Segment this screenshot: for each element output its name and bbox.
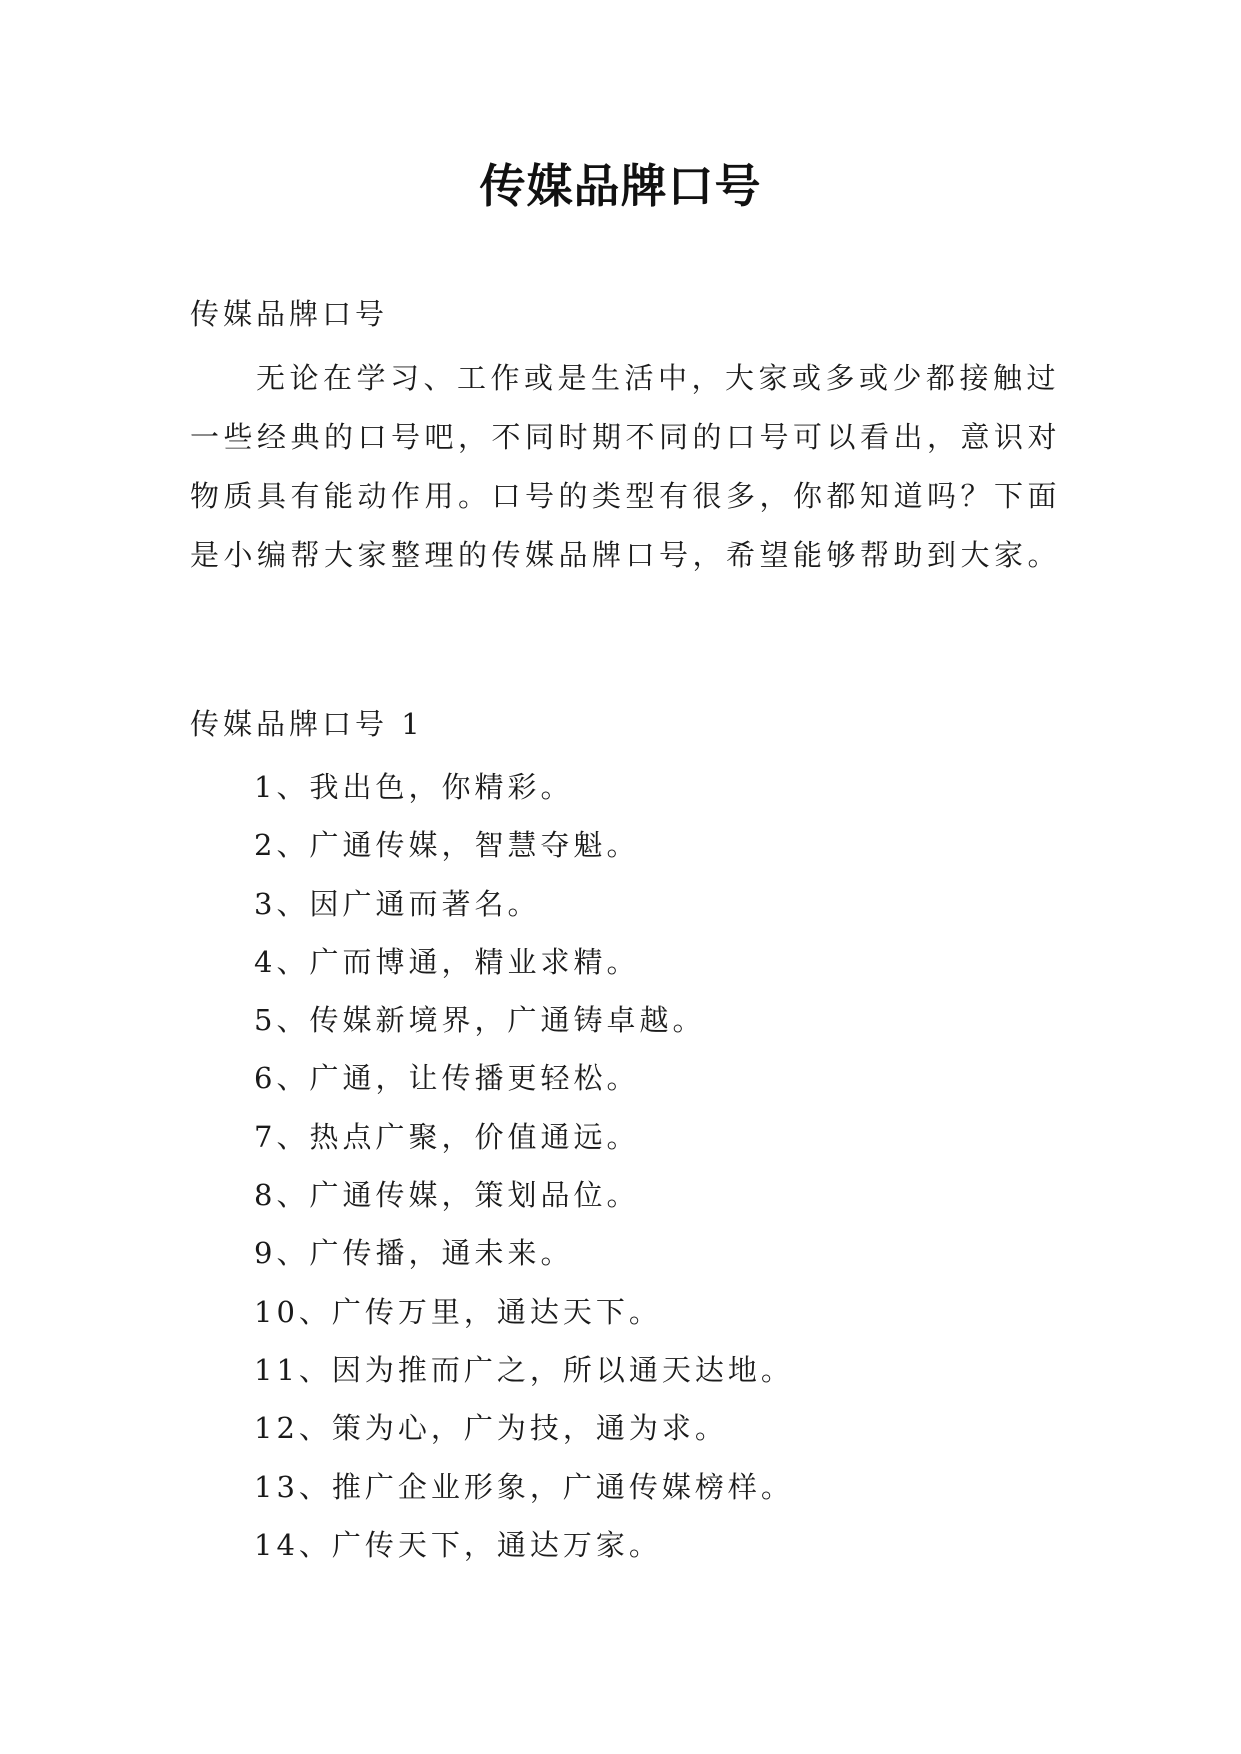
document-subtitle: 传媒品牌口号 [190, 297, 389, 331]
slogan-item: 10、广传万里，通达天下。 [254, 1294, 662, 1329]
slogan-item: 9、广传播，通未来。 [254, 1236, 574, 1271]
slogan-item: 14、广传天下，通达万家。 [254, 1527, 662, 1562]
intro-paragraph [190, 349, 1070, 585]
intro-line: 一些经典的口号吧，不同时期不同的口号可以看出，意识对 [190, 420, 1062, 454]
slogan-item: 8、广通传媒，策划品位。 [254, 1178, 640, 1213]
slogan-item: 2、广通传媒，智慧夺魁。 [254, 828, 640, 863]
intro-line: 物质具有能动作用。口号的类型有很多，你都知道吗？下面 [190, 479, 1062, 513]
slogan-item: 7、热点广聚，价值通远。 [254, 1119, 640, 1154]
slogan-list [254, 758, 794, 1574]
slogan-item: 3、因广通而著名。 [254, 886, 541, 921]
slogan-item: 11、因为推而广之，所以通天达地。 [254, 1352, 794, 1387]
slogan-item: 5、传媒新境界，广通铸卓越。 [254, 1003, 706, 1038]
intro-line: 是小编帮大家整理的传媒品牌口号，希望能够帮助到大家。 [190, 538, 1062, 572]
section-heading: 传媒品牌口号 1 [190, 707, 424, 741]
slogan-item: 4、广而博通，精业求精。 [254, 944, 640, 979]
slogan-item: 6、广通，让传播更轻松。 [254, 1061, 640, 1096]
slogan-item: 13、推广企业形象，广通传媒榜样。 [254, 1469, 794, 1504]
slogan-item: 12、策为心，广为技，通为求。 [254, 1411, 728, 1446]
slogan-item: 1、我出色，你精彩。 [254, 770, 574, 804]
document-title: 传媒品牌口号 [479, 159, 762, 213]
intro-line: 无论在学习、工作或是生活中，大家或多或少都接触过 [256, 361, 1061, 395]
